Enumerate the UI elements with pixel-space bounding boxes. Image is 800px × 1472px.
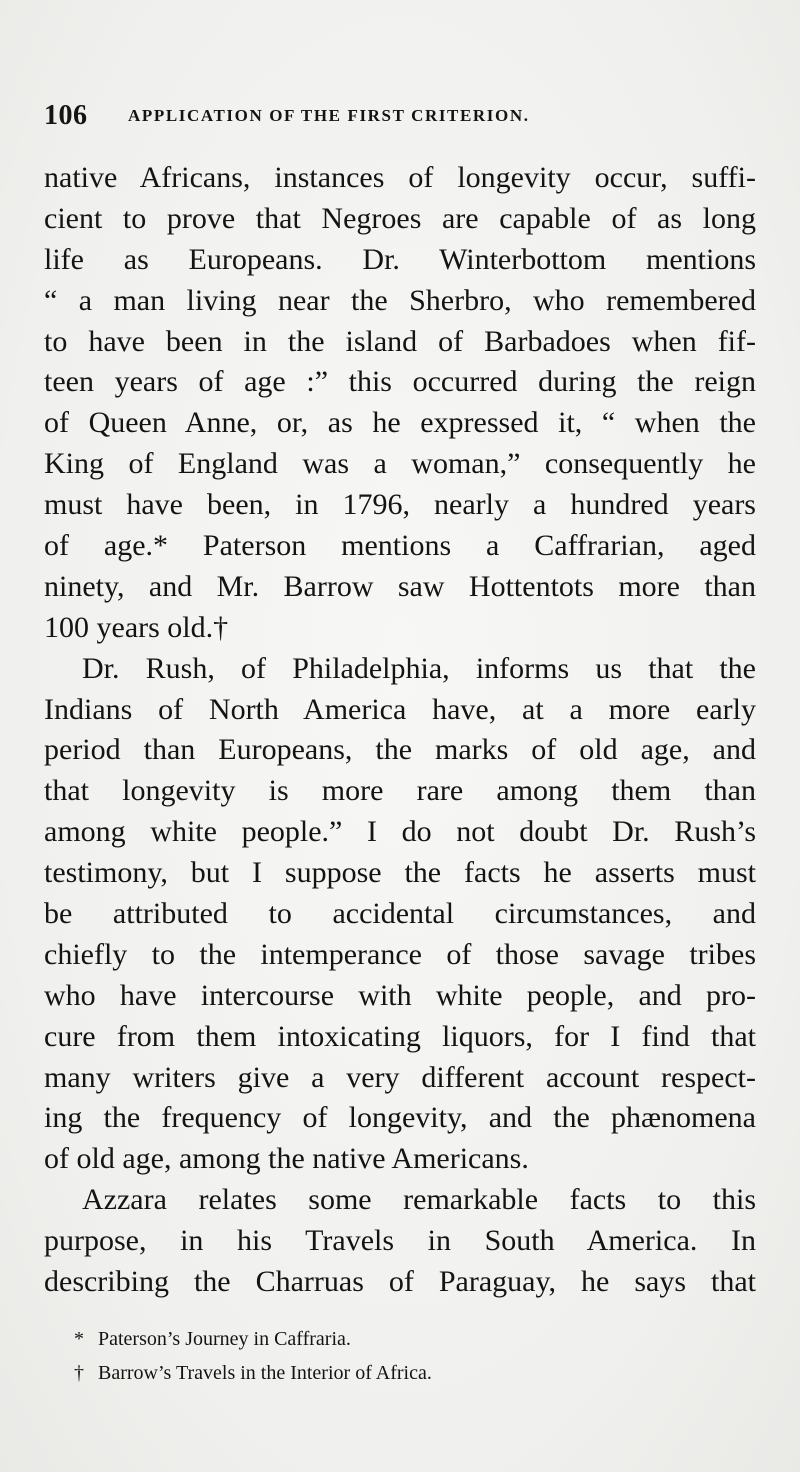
text-line: life as Europeans. Dr. Winterbottom mentions bbox=[44, 242, 756, 276]
text-line: Dr. Rush, of Philadelphia, informs us that the bbox=[82, 651, 756, 685]
footnotes bbox=[74, 1322, 714, 1390]
text-line: “ a man living near the Sherbro, who remembered bbox=[44, 283, 756, 317]
text-line: cure from them intoxicating liquors, for I find that bbox=[44, 1019, 756, 1053]
text-line: cient to prove that Negroes are capable of as long bbox=[44, 201, 756, 235]
footnote bbox=[74, 1356, 714, 1390]
text-line: of old age, among the native Americans. bbox=[44, 1142, 529, 1176]
text-line: must have been, in 1796, nearly a hundred years bbox=[44, 488, 756, 522]
text-line: of age.* Paterson mentions a Caffrarian, aged bbox=[44, 529, 756, 563]
text-line: chiefly to the intemperance of those savage tribes bbox=[44, 937, 756, 971]
footnote bbox=[74, 1322, 714, 1356]
page-number: 106 bbox=[44, 100, 88, 131]
text-line: testimony, but I suppose the facts he asserts must bbox=[44, 856, 756, 890]
footnote-mark: * bbox=[74, 1328, 84, 1350]
text-line: describing the Charruas of Paraguay, he says that bbox=[44, 1265, 756, 1299]
footnote-text: Barrow’s Travels in the Interior of Africa. bbox=[98, 1362, 432, 1384]
text-line: to have been in the island of Barbadoes when fif- bbox=[44, 324, 756, 358]
footnote-mark: † bbox=[74, 1362, 84, 1384]
body-text bbox=[44, 158, 756, 1303]
text-line: native Africans, instances of longevity occur, suffi- bbox=[44, 161, 756, 194]
text-line: teen years of age :” this occurred during the reign bbox=[44, 365, 756, 399]
text-line: Indians of North America have, at a more early bbox=[44, 692, 756, 726]
text-line: purpose, in his Travels in South America. In bbox=[44, 1224, 756, 1258]
text-line: ing the frequency of longevity, and the phænomena bbox=[44, 1101, 756, 1135]
text-line: King of England was a woman,” consequently he bbox=[44, 447, 756, 481]
text-line: who have intercourse with white people, and pro- bbox=[44, 978, 756, 1012]
footnote-text: Paterson’s Journey in Caffraria. bbox=[98, 1328, 351, 1350]
text-line: many writers give a very different account respect- bbox=[44, 1060, 756, 1094]
text-line: 100 years old.† bbox=[44, 610, 229, 644]
page-header bbox=[44, 100, 764, 136]
text-line: that longevity is more rare among them than bbox=[44, 774, 756, 808]
text-line: be attributed to accidental circumstances, and bbox=[44, 897, 756, 931]
text-line: of Queen Anne, or, as he expressed it, “ when the bbox=[44, 406, 756, 440]
text-line: period than Europeans, the marks of old age, and bbox=[44, 733, 756, 767]
text-line: ninety, and Mr. Barrow saw Hottentots more than bbox=[44, 569, 756, 603]
text-line: Azzara relates some remarkable facts to this bbox=[82, 1183, 756, 1217]
running-head: APPLICATION OF THE FIRST CRITERION. bbox=[128, 106, 530, 125]
text-line: among white people.” I do not doubt Dr. Rush’s bbox=[44, 815, 756, 849]
